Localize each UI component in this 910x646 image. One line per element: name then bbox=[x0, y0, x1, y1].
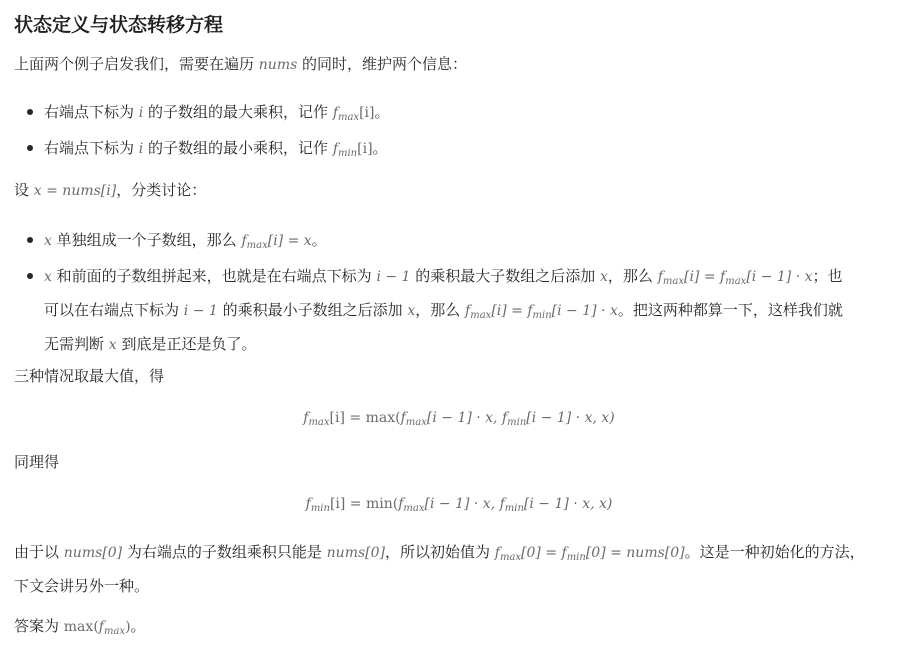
equation-fmax: $f_{max}[i] = \max(f_{max}[i - 1] \cdot x$, $f_{min}[i - 1] \cdot x$, x) bbox=[303, 410, 615, 428]
math-fmin: $f_{min}[i]$ bbox=[332, 141, 373, 159]
section-title: 状态定义与状态转移方程 bbox=[14, 14, 224, 36]
math-case1: $f_{max}[i] = x$ bbox=[241, 233, 312, 251]
math-nums: nums bbox=[258, 57, 298, 73]
list-item-case-append: x 和前面的子数组拼起来，也就是在右端点下标为 i − 1 的乘积最大子数组之后添加 x，那么 $f_{max}[i] = f_{max}[i - 1] \cdot x$；也 可以在右端点下标为 i − 1 的乘积最小子数组之后添加 x，那么 $f_{max}[i] = f_{min}[i - 1] \cdot x$。把这两种都算一下，这样我们就 无需判断 x 到底是正还是负了。 bbox=[14, 262, 904, 359]
equation-fmin: $f_{min}[i] = \min(f_{max}[i - 1] \cdot x$, $f_{min}[i - 1] \cdot x$, x) bbox=[305, 496, 613, 514]
math-x-def: x = nums[i] bbox=[33, 183, 117, 199]
init-paragraph: 由于以 nums[0] 为右端点的子数组乘积只能是 nums[0]，所以初始值为 $f_{max}[0] = f_{min}[0]$ = nums[0]。这是一种初始化的方法， 下文会讲另外一种。 bbox=[14, 543, 865, 595]
list-item-fmin: 右端点下标为 i 的子数组的最小乘积，记作 $f_{min}[i]$。 bbox=[14, 134, 904, 168]
three-cases-paragraph: 三种情况取最大值，得 bbox=[14, 367, 165, 385]
intro-paragraph: 上面两个例子启发我们，需要在遍历 nums 的同时，维护两个信息： bbox=[14, 55, 468, 73]
math-fmax: $f_{max}[i]$ bbox=[332, 105, 375, 123]
math-case2-min: $f_{max}[i] = f_{min}[i - 1] \cdot x$ bbox=[465, 303, 618, 321]
list-item-case-alone: x 单独组成一个子数组，那么 $f_{max}[i] = x$。 bbox=[14, 226, 904, 260]
same-paragraph: 同理得 bbox=[14, 453, 60, 471]
math-init: $f_{max}[0] = f_{min}[0]$ = nums[0] bbox=[494, 545, 685, 563]
math-case2-max: $f_{max}[i] = f_{max}[i - 1] \cdot x$ bbox=[657, 269, 813, 287]
set-x-paragraph: 设 x = nums[i]，分类讨论： bbox=[14, 181, 207, 199]
answer-paragraph: 答案为 $\max(f_{max})$。 bbox=[14, 617, 146, 637]
list-item-fmax: 右端点下标为 i 的子数组的最大乘积，记作 $f_{max}[i]$。 bbox=[14, 98, 904, 132]
math-answer: $\max(f_{max})$ bbox=[63, 619, 131, 637]
